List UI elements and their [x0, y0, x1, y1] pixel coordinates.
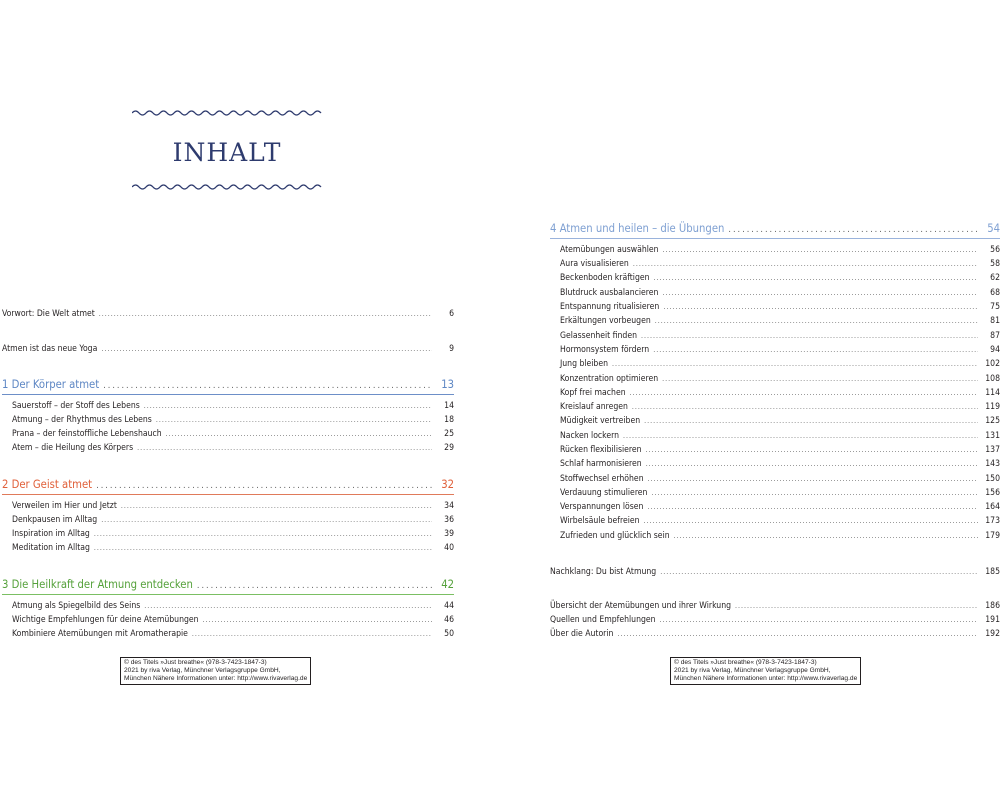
entry-label: Verspannungen lösen [560, 502, 644, 512]
dot-leader [728, 222, 978, 238]
dot-leader [632, 401, 978, 413]
toc-entry[interactable] [560, 330, 1000, 342]
entry-label: Vorwort: Die Welt atmet [2, 309, 95, 319]
toc-entry[interactable] [12, 542, 454, 554]
entry-label: Beckenboden kräftigen [560, 273, 650, 283]
entry-page: 6 [449, 309, 454, 319]
entry-page: 143 [985, 459, 1000, 469]
toc-entry[interactable] [560, 401, 1000, 413]
dot-leader [94, 542, 432, 554]
dot-leader [137, 442, 432, 454]
dot-leader [144, 600, 432, 612]
dot-leader [197, 578, 432, 594]
chapter-rule [2, 494, 454, 495]
toc-entry[interactable] [560, 373, 1000, 385]
entry-page: 36 [444, 515, 454, 525]
entry-page: 186 [985, 601, 1000, 611]
toc-entry[interactable] [560, 301, 1000, 313]
toc-entry[interactable] [12, 414, 454, 426]
entry-page: 102 [985, 359, 1000, 369]
entry-label: Jung bleiben [560, 359, 608, 369]
dot-leader [674, 530, 978, 542]
toc-entry[interactable] [560, 358, 1000, 370]
entry-label: Prana – der feinstoffliche Lebenshauch [12, 429, 162, 439]
entry-page: 56 [990, 245, 1000, 255]
dot-leader [96, 478, 432, 494]
chapter-title: Die Heilkraft der Atmung entdecken [11, 578, 193, 591]
entry-label: Schlaf harmonisieren [560, 459, 642, 469]
entry-label: Konzentration optimieren [560, 374, 659, 384]
entry-page: 25 [444, 429, 454, 439]
entry-page: 68 [990, 288, 1000, 298]
wave-ornament-bottom [132, 182, 322, 192]
entry-page: 119 [985, 402, 1000, 412]
entry-page: 62 [990, 273, 1000, 283]
entry-label: Wirbelsäule befreien [560, 516, 640, 526]
entry-label: Verdauung stimulieren [560, 488, 648, 498]
toc-entry[interactable] [560, 515, 1000, 527]
dot-leader [144, 400, 432, 412]
dot-leader [653, 344, 978, 356]
copyright-box [670, 657, 861, 685]
toc-entry[interactable] [560, 315, 1000, 327]
chapter-page: 42 [441, 578, 454, 591]
entry-page: 125 [985, 416, 1000, 426]
entry-label: Über die Autorin [550, 629, 614, 639]
entry-label: Atmen ist das neue Yoga [2, 344, 98, 354]
dot-leader [662, 287, 978, 299]
dot-leader [94, 528, 432, 540]
dot-leader [655, 315, 978, 327]
dot-leader [646, 444, 978, 456]
copyright-line: © des Titels »Just breathe« (978-3-7423-1847-3) [124, 659, 267, 666]
toc-entry[interactable] [550, 566, 1000, 578]
chapter-page: 54 [987, 222, 1000, 235]
dot-leader [641, 330, 978, 342]
toc-entry[interactable] [560, 387, 1000, 399]
wave-ornament-top [132, 108, 322, 118]
chapter-number: 3 [2, 578, 9, 591]
dot-leader [660, 614, 978, 626]
entry-label: Stoffwechsel erhöhen [560, 474, 644, 484]
toc-entry[interactable] [550, 600, 1000, 612]
toc-entry[interactable] [560, 444, 1000, 456]
entry-page: 156 [985, 488, 1000, 498]
entry-page: 39 [444, 529, 454, 539]
entry-page: 40 [444, 543, 454, 553]
chapter-page: 32 [441, 478, 454, 491]
entry-label: Entspannung ritualisieren [560, 302, 660, 312]
entry-page: 29 [444, 443, 454, 453]
entry-page: 108 [985, 374, 1000, 384]
chapter-rule [2, 394, 454, 395]
dot-leader [612, 358, 978, 370]
toc-entry[interactable] [560, 244, 1000, 256]
entry-page: 192 [985, 629, 1000, 639]
dot-leader [103, 378, 432, 394]
copyright-line: München Nähere Informationen unter: http://www.rivaverlag.de [674, 675, 858, 682]
chapter-title: Atmen und heilen – die Übungen [559, 222, 725, 235]
entry-label: Atem – die Heilung des Körpers [12, 443, 134, 453]
entry-page: 44 [444, 601, 454, 611]
dot-leader [651, 487, 978, 499]
entry-page: 34 [444, 501, 454, 511]
entry-label: Inspiration im Alltag [12, 529, 90, 539]
dot-leader [663, 301, 978, 313]
entry-label: Sauerstoff – der Stoff des Lebens [12, 401, 140, 411]
dot-leader [663, 244, 978, 256]
entry-page: 81 [990, 316, 1000, 326]
dot-leader [644, 515, 978, 527]
toc-entry[interactable] [12, 600, 454, 612]
chapter-number: 2 [2, 478, 9, 491]
entry-label: Kombiniere Atemübungen mit Aromatherapie [12, 629, 188, 639]
entry-page: 75 [990, 302, 1000, 312]
entry-page: 50 [444, 629, 454, 639]
entry-page: 173 [985, 516, 1000, 526]
entry-label: Aura visualisieren [560, 259, 629, 269]
dot-leader [648, 473, 978, 485]
copyright-line: 2021 by riva Verlag, Münchner Verlagsgruppe GmbH, [674, 667, 831, 674]
entry-page: 179 [985, 531, 1000, 541]
copyright-box [120, 657, 311, 685]
entry-label: Erkältungen vorbeugen [560, 316, 651, 326]
toc-entry[interactable] [560, 501, 1000, 513]
entry-label: Übersicht der Atemübungen und ihrer Wirkung [550, 601, 732, 611]
dot-leader [121, 500, 432, 512]
entry-label: Blutdruck ausbalancieren [560, 288, 659, 298]
toc-entry[interactable] [12, 514, 454, 526]
chapter-rule [2, 594, 454, 595]
toc-entry[interactable] [12, 528, 454, 540]
right-page [510, 0, 1000, 800]
toc-entry[interactable] [560, 272, 1000, 284]
entry-label: Hormonsystem fördern [560, 345, 650, 355]
dot-leader [203, 614, 432, 626]
entry-page: 9 [449, 344, 454, 354]
entry-label: Nachklang: Du bist Atmung [550, 567, 657, 577]
toc-entry[interactable] [12, 400, 454, 412]
chapter-rule [550, 238, 1000, 239]
chapter-page: 13 [441, 378, 454, 391]
entry-label: Rücken flexibilisieren [560, 445, 642, 455]
entry-page: 14 [444, 401, 454, 411]
entry-label: Meditation im Alltag [12, 543, 90, 553]
entry-page: 58 [990, 259, 1000, 269]
dot-leader [617, 628, 978, 640]
entry-label: Wichtige Empfehlungen für deine Atemübungen [12, 615, 199, 625]
page-title: INHALT [172, 138, 282, 167]
toc-entry[interactable] [12, 628, 454, 640]
entry-label: Zufrieden und glücklich sein [560, 531, 670, 541]
entry-page: 46 [444, 615, 454, 625]
entry-label: Kreislauf anregen [560, 402, 628, 412]
entry-page: 164 [985, 502, 1000, 512]
toc-entry[interactable] [560, 344, 1000, 356]
toc-entry[interactable] [550, 628, 1000, 640]
entry-label: Denkpausen im Alltag [12, 515, 98, 525]
toc-entry[interactable] [560, 530, 1000, 542]
entry-page: 185 [985, 567, 1000, 577]
chapter-number: 1 [2, 378, 9, 391]
toc-entry[interactable] [12, 614, 454, 626]
chapter-number: 4 [550, 222, 557, 235]
entry-label: Verweilen im Hier und Jetzt [12, 501, 117, 511]
toc-entry[interactable] [560, 430, 1000, 442]
entry-page: 114 [985, 388, 1000, 398]
chapter-heading[interactable] [2, 377, 454, 393]
dot-leader [647, 501, 978, 513]
chapter-heading[interactable] [550, 221, 1000, 237]
entry-page: 137 [985, 445, 1000, 455]
entry-label: Atemübungen auswählen [560, 245, 659, 255]
entry-page: 150 [985, 474, 1000, 484]
toc-entry[interactable] [12, 500, 454, 512]
dot-leader [654, 272, 978, 284]
toc-entry[interactable] [2, 308, 454, 320]
toc-entry[interactable] [12, 442, 454, 454]
copyright-line: © des Titels »Just breathe« (978-3-7423-1847-3) [674, 659, 817, 666]
toc-entry[interactable] [560, 458, 1000, 470]
dot-leader [156, 414, 432, 426]
entry-page: 87 [990, 331, 1000, 341]
dot-leader [644, 415, 978, 427]
left-page [0, 0, 490, 800]
entry-label: Gelassenheit finden [560, 331, 637, 341]
dot-leader [101, 514, 432, 526]
dot-leader [646, 458, 978, 470]
toc-entry[interactable] [2, 343, 454, 355]
entry-label: Kopf frei machen [560, 388, 626, 398]
toc-entry[interactable] [560, 473, 1000, 485]
entry-label: Atmung als Spiegelbild des Seins [12, 601, 141, 611]
dot-leader [660, 566, 978, 578]
entry-page: 131 [985, 431, 1000, 441]
dot-leader [735, 600, 978, 612]
entry-page: 191 [985, 615, 1000, 625]
entry-page: 94 [990, 345, 1000, 355]
entry-label: Atmung – der Rhythmus des Lebens [12, 415, 152, 425]
toc-entry[interactable] [560, 258, 1000, 270]
chapter-title: Der Geist atmet [11, 478, 93, 491]
toc-entry[interactable] [560, 287, 1000, 299]
dot-leader [101, 343, 432, 355]
dot-leader [633, 258, 978, 270]
toc-entry[interactable] [560, 487, 1000, 499]
chapter-heading[interactable] [2, 477, 454, 493]
chapter-title: Der Körper atmet [11, 378, 100, 391]
copyright-line: München Nähere Informationen unter: http://www.rivaverlag.de [124, 675, 308, 682]
toc-entry[interactable] [12, 428, 454, 440]
dot-leader [192, 628, 432, 640]
chapter-heading[interactable] [2, 577, 454, 593]
dot-leader [99, 308, 432, 320]
entry-page: 18 [444, 415, 454, 425]
dot-leader [166, 428, 432, 440]
entry-label: Müdigkeit vertreiben [560, 416, 641, 426]
dot-leader [662, 373, 978, 385]
entry-label: Quellen und Empfehlungen [550, 615, 656, 625]
copyright-line: 2021 by riva Verlag, Münchner Verlagsgruppe GmbH, [124, 667, 281, 674]
entry-label: Nacken lockern [560, 431, 620, 441]
dot-leader [623, 430, 978, 442]
toc-entry[interactable] [550, 614, 1000, 626]
dot-leader [630, 387, 978, 399]
toc-entry[interactable] [560, 415, 1000, 427]
